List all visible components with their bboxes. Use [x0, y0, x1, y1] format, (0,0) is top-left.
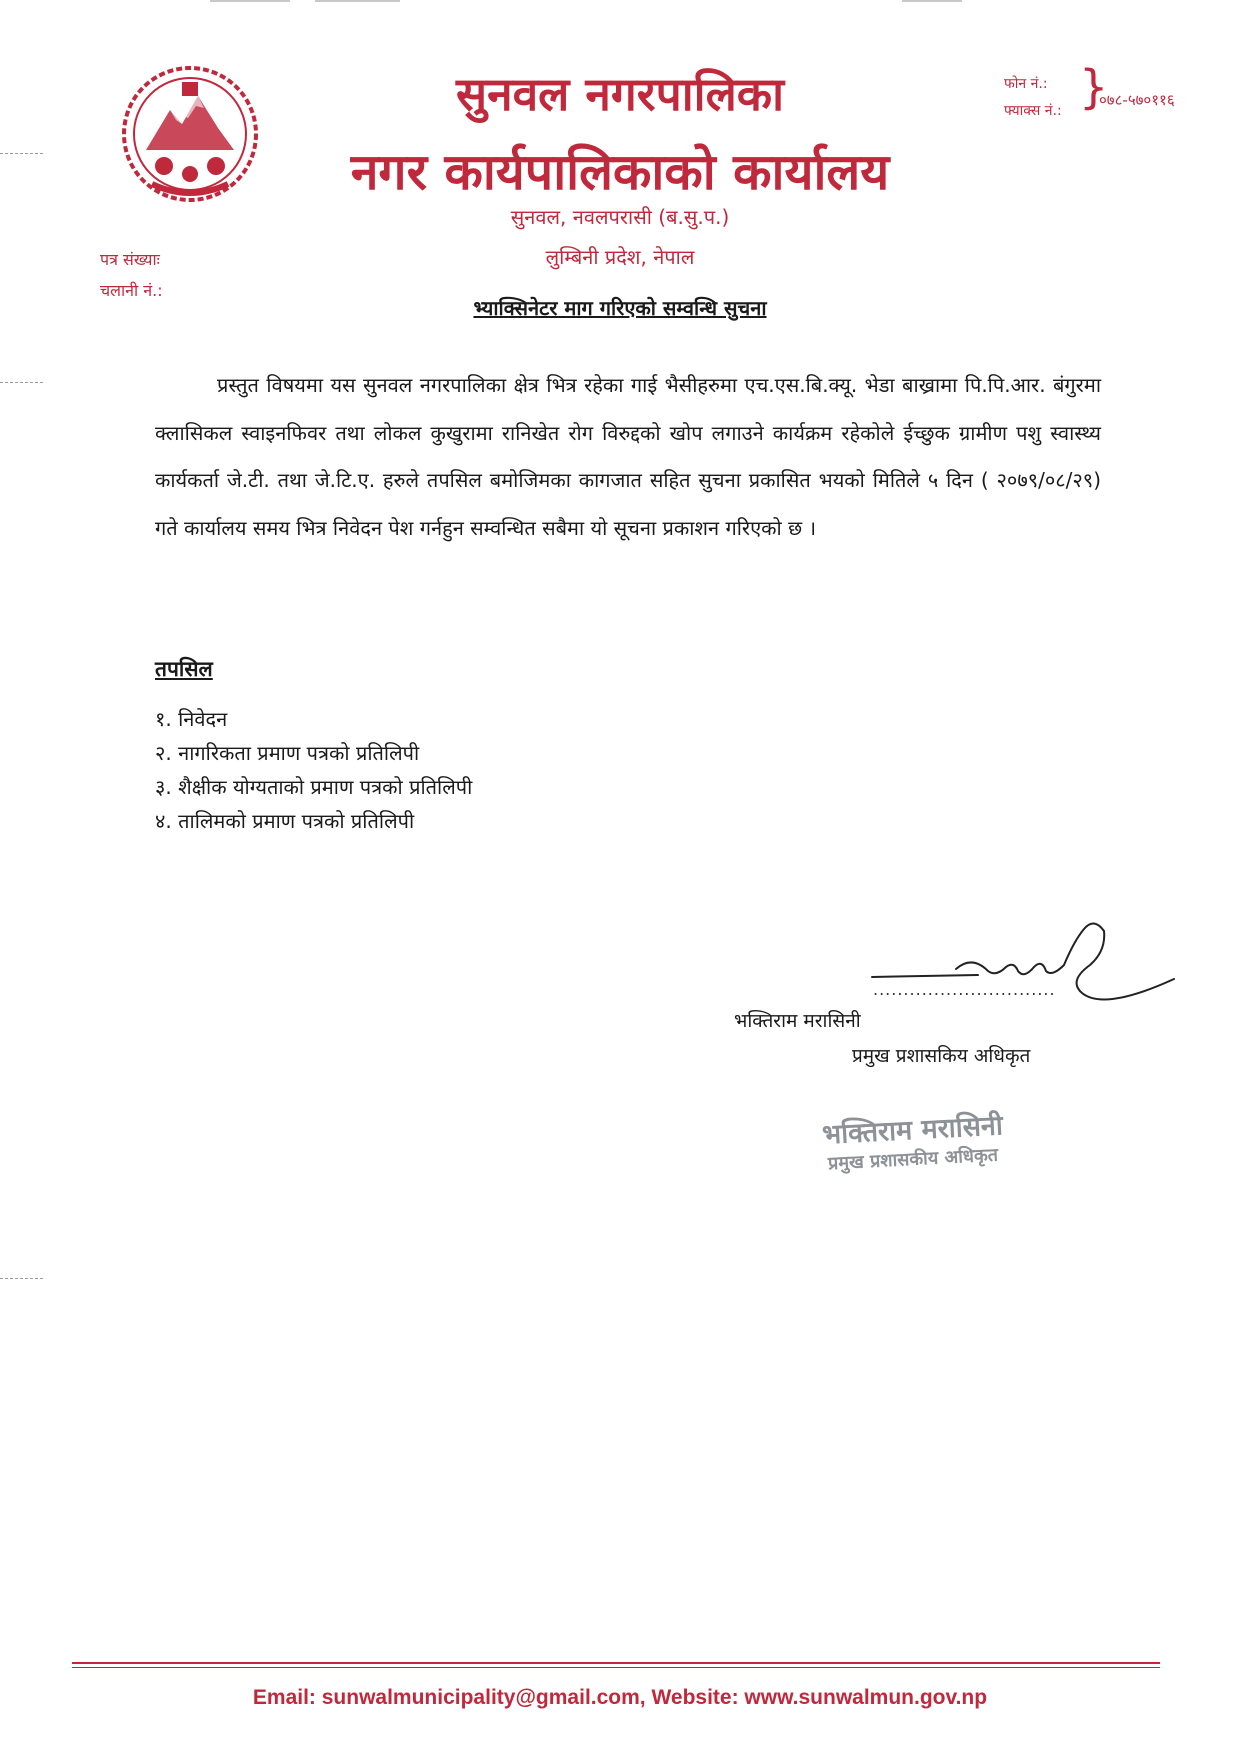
signer-title: प्रमुख प्रशासकिय अधिकृत [852, 1045, 1031, 1067]
list-item: १. निवेदन [155, 707, 228, 731]
notice-subject: भ्याक्सिनेटर माग गरिएको सम्वन्धि सुचना [473, 296, 767, 320]
handwritten-signature [868, 915, 1178, 1015]
fax-label: फ्याक्स नं.: [1004, 103, 1062, 119]
office-name: नगर कार्यपालिकाको कार्यालय [350, 143, 890, 201]
signature-line: .............................. [873, 980, 1056, 999]
list-item: ४. तालिमको प्रमाण पत्रको प्रतिलिपी [155, 809, 415, 833]
letter-number-label: पत्र संख्याः [100, 250, 160, 269]
brace-icon: } [1079, 60, 1109, 114]
scan-artifact [0, 382, 44, 383]
scan-artifact [315, 0, 400, 2]
phone-label: फोन नं.: [1004, 76, 1048, 92]
scan-artifact [902, 0, 962, 2]
municipality-name: सुनवल नगरपालिका [455, 67, 785, 121]
official-stamp-name: भक्तिराम मरासिनी [821, 1110, 1004, 1151]
notice-body: प्रस्तुत विषयमा यस सुनवल नगरपालिका क्षेत्र भित्र रहेका गाई भैसीहरुमा एच.एस.बि.क्यू. भेडा बाख्रामा पि.पि.आर. बंगुरमा क्लासिकल स्वाइनफिवर तथा लोकल कुखुरामा रानिखेत रोग विरुद्दको खोप लगाउने कार्यक्रम रहेकोले ईच्छुक ग्रामीण पशु स्वास्थ्य कार्यकर्ता जे.टी. तथा जे.टि.ए. हरुले तपसिल बमोजिमका कागजात सहित सुचना प्रकासित भयको मितिले ५ दिन ( २०७९/०८/२९) गते कार्यालय समय भित्र निवेदन पेश गर्नहुन सम्वन्धित सबैमा यो सूचना प्रकाशन गरिएको छ । [155, 373, 1101, 540]
list-item: २. नागरिकता प्रमाण पत्रको प्रतिलिपी [155, 741, 420, 765]
address-line-2: लुम्बिनी प्रदेश, नेपाल [545, 245, 695, 269]
signer-name: भक्तिराम मरासिनी [734, 1010, 861, 1032]
list-item: ३. शैक्षीक योग्यताको प्रमाण पत्रको प्रतिलिपी [155, 775, 473, 799]
document-list [155, 702, 472, 838]
dispatch-number-label: चलानी नं.: [100, 281, 163, 300]
footer-divider [72, 1662, 1160, 1664]
scan-artifact [0, 1278, 44, 1279]
footer-contact: Email: sunwalmunicipality@gmail.com, Website: www.sunwalmun.gov.np [252, 1686, 988, 1709]
footer-divider [72, 1667, 1160, 1668]
scan-artifact [210, 0, 290, 2]
phone-number: ०७८-५७०११६ [1099, 91, 1175, 109]
address-line-1: सुनवल, नवलपरासी (ब.सु.प.) [510, 205, 730, 229]
list-heading: तपसिल [155, 657, 213, 681]
official-stamp-title: प्रमुख प्रशासकीय अधिकृत [827, 1144, 999, 1175]
